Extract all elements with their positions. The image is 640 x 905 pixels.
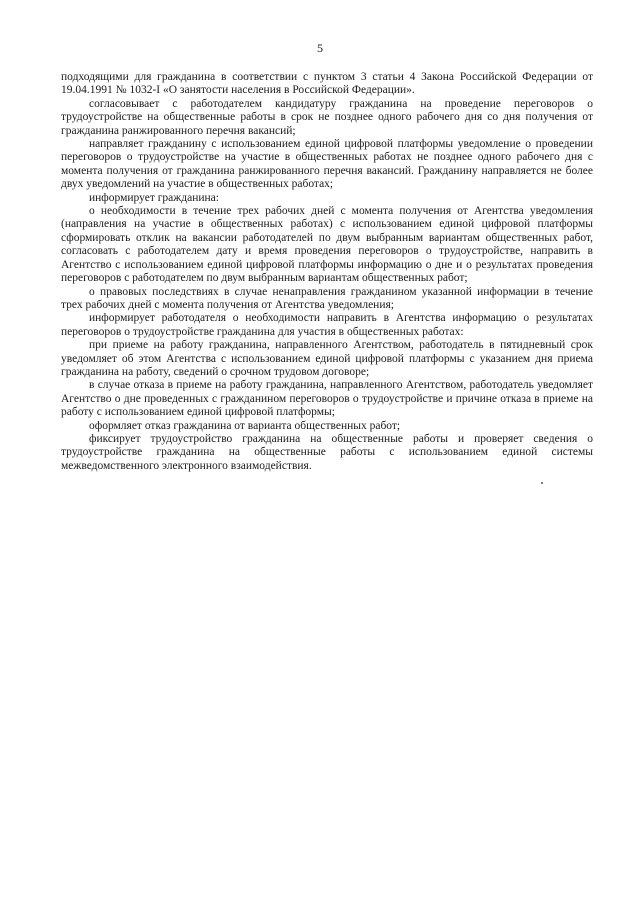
- paragraph-record-employment: фиксирует трудоустройство гражданина на общественные работы и проверяет сведения о трудоустройстве гражданина на общественные работы с использованием единой системы межведомственного электронного взаимодействия.: [61, 432, 593, 472]
- paragraph-agree-candidate: согласовывает с работодателем кандидатуру гражданина на проведение переговоров о трудоустройстве на общественные работы в срок не позднее одного рабочего дня со дня получения от гражданина ранжированного перечня вакансий;: [61, 97, 593, 137]
- scan-speck: [541, 482, 543, 484]
- page-number: 5: [317, 41, 323, 55]
- paragraph-hiring-notice: при приеме на работу гражданина, направленного Агентством, работодатель в пятидневный срок уведомляет об этом Агентства с использованием единой цифровой платформы с указанием дня приема гражданина на работу, сведений о срочном трудовом договоре;: [61, 339, 593, 378]
- paragraph-refusal-notice: в случае отказа в приеме на работу гражданина, направленного Агентством, работодатель уведомляет Агентство о дне проведенных с гражданином переговоров о трудоустройстве и причине отказа в приеме на работу с использованием единой цифровой платформы;: [61, 379, 593, 419]
- paragraph-continuation: подходящими для гражданина в соответствии с пунктом 3 статьи 4 Закона Российской Федерации от 19.04.1991 № 1032-I «О занятости населения в Российской Федерации».: [61, 71, 593, 97]
- paragraph-send-notification: направляет гражданину с использованием единой цифровой платформы уведомление о проведении переговоров о трудоустройстве на участие в общественных работах не позднее одного рабочего дня с момента получения от гражданина ранжированного перечня вакансий. Гражданину направляется не более двух уведомлений на участие в общественных работах;: [61, 138, 593, 191]
- paragraph-necessity-response: о необходимости в течение трех рабочих дней с момента получения от Агентства уведомления (направления на участие в общественных работах) с использованием единой цифровой платформы сформировать отклик на вакансии работодателей по двум выбранным вариантам общественных работ, согласовать с работодателем дату и время проведения переговоров о трудоустройстве, направить в Агентство с использованием единой цифровой платформы информацию о дне и о результатах проведения переговоров с работодателем по двум выбранным вариантам общественных работ;: [61, 205, 593, 285]
- paragraph-informs-employer: информирует работодателя о необходимости направить в Агентства информацию о результатах переговоров о трудоустройстве гражданина для участия в общественных работах:: [61, 312, 593, 338]
- document-body: [61, 71, 593, 473]
- paragraph-informs-citizen: информирует гражданина:: [89, 191, 219, 204]
- paragraph-formalize-refusal: оформляет отказ гражданина от варианта общественных работ;: [89, 419, 401, 432]
- paragraph-legal-consequences: о правовых последствиях в случае ненаправления гражданином указанной информации в течение трех рабочих дней с момента получения от Агентства уведомления;: [61, 285, 593, 311]
